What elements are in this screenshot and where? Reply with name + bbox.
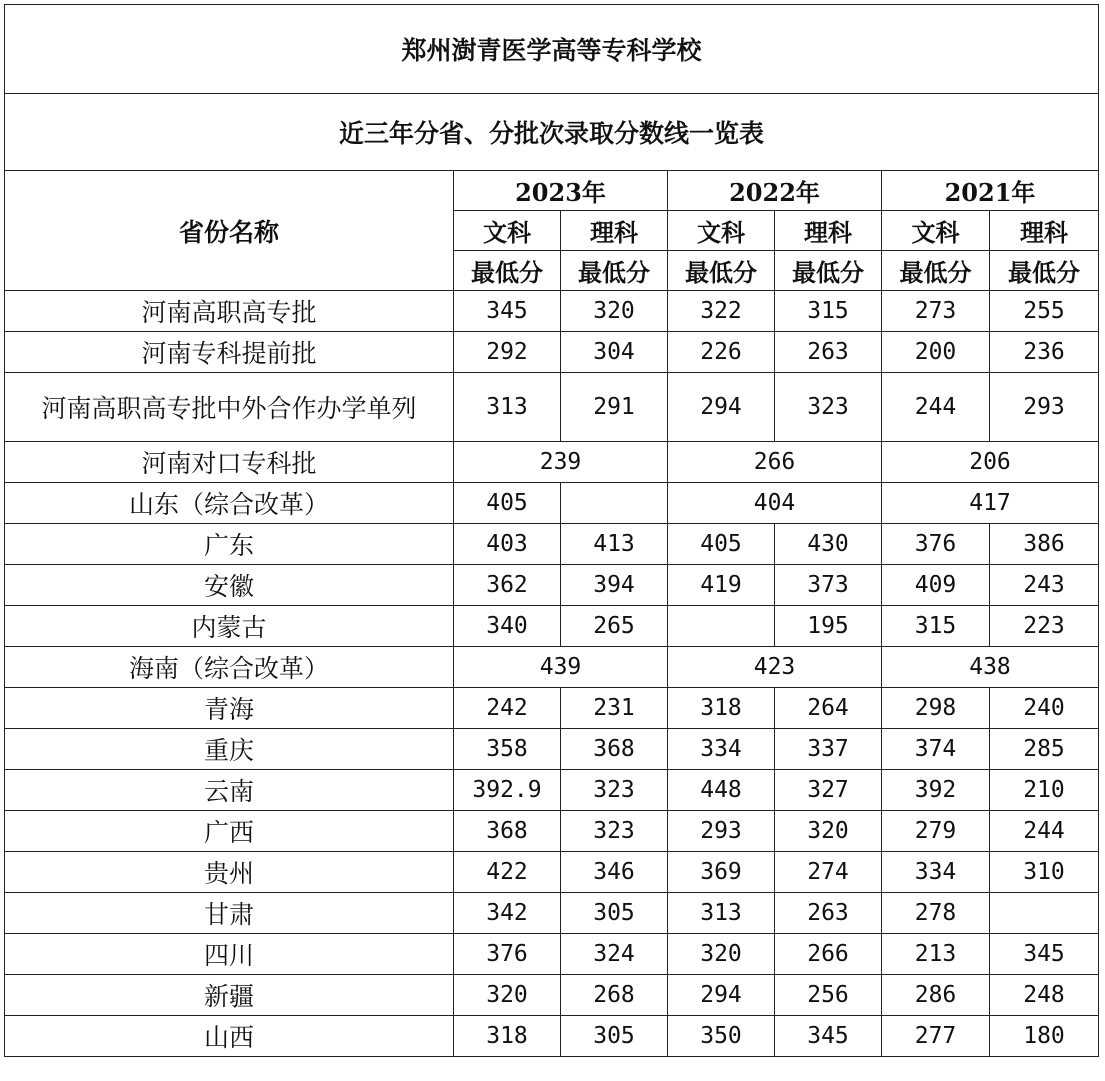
score-cell: 323 [561,770,668,811]
score-cell: 413 [561,524,668,565]
table-row [5,975,1099,1016]
score-cell: 320 [668,934,775,975]
score-cell: 305 [561,1016,668,1057]
score-cell: 274 [775,852,882,893]
score-cell: 345 [775,1016,882,1057]
score-cell: 310 [990,852,1099,893]
table-row [5,524,1099,565]
score-cell: 305 [561,893,668,934]
score-cell: 315 [775,291,882,332]
province-name: 广西 [5,811,454,852]
score-cell: 213 [882,934,990,975]
province-name: 安徽 [5,565,454,606]
score-cell: 318 [668,688,775,729]
score-cell [668,606,775,647]
merged-score-cell: 417 [882,483,1099,524]
score-cell: 362 [454,565,561,606]
score-cell: 345 [990,934,1099,975]
merged-score-cell: 206 [882,442,1099,483]
score-cell [990,893,1099,934]
score-cell: 386 [990,524,1099,565]
province-name: 重庆 [5,729,454,770]
score-cell: 419 [668,565,775,606]
score-cell: 334 [668,729,775,770]
merged-score-cell: 423 [668,647,882,688]
province-name: 海南（综合改革） [5,647,454,688]
score-cell: 279 [882,811,990,852]
table-row [5,606,1099,647]
table-subtitle: 近三年分省、分批次录取分数线一览表 [5,94,1099,171]
score-cell: 320 [561,291,668,332]
score-cell: 244 [990,811,1099,852]
province-name: 山西 [5,1016,454,1057]
province-name: 四川 [5,934,454,975]
score-cell: 264 [775,688,882,729]
merged-score-cell: 438 [882,647,1099,688]
province-name: 甘肃 [5,893,454,934]
score-cell: 278 [882,893,990,934]
province-header: 省份名称 [5,171,454,291]
score-cell: 292 [454,332,561,373]
score-cell: 294 [668,373,775,442]
wen-header: 文科 [454,211,561,251]
table-row [5,811,1099,852]
table-row [5,565,1099,606]
score-cell: 368 [454,811,561,852]
table-title: 郑州澍青医学高等专科学校 [5,5,1099,94]
province-name: 云南 [5,770,454,811]
score-cell: 223 [990,606,1099,647]
score-cell: 286 [882,975,990,1016]
wen-header: 文科 [882,211,990,251]
min-score-header: 最低分 [561,251,668,291]
score-cell: 320 [775,811,882,852]
min-score-header: 最低分 [990,251,1099,291]
min-score-header: 最低分 [882,251,990,291]
wen-header: 文科 [668,211,775,251]
score-cell: 277 [882,1016,990,1057]
merged-score-cell: 266 [668,442,882,483]
score-cell: 195 [775,606,882,647]
score-cell: 315 [882,606,990,647]
li-header: 理科 [990,211,1099,251]
score-cell: 243 [990,565,1099,606]
table-row [5,1016,1099,1057]
score-cell: 324 [561,934,668,975]
score-cell: 394 [561,565,668,606]
score-cell: 334 [882,852,990,893]
li-header: 理科 [561,211,668,251]
score-cell: 340 [454,606,561,647]
table-row [5,291,1099,332]
merged-score-cell: 404 [668,483,882,524]
score-cell: 346 [561,852,668,893]
table-row [5,332,1099,373]
score-cell: 374 [882,729,990,770]
score-cell: 240 [990,688,1099,729]
score-cell: 313 [668,893,775,934]
score-cell: 313 [454,373,561,442]
score-cell [561,483,668,524]
province-name: 河南高职高专批中外合作办学单列 [5,373,454,442]
score-cell: 430 [775,524,882,565]
table-row [5,770,1099,811]
score-cell: 405 [668,524,775,565]
year-header-2023: 2023年 [454,171,668,211]
year-header-2021: 2021年 [882,171,1099,211]
score-cell: 231 [561,688,668,729]
score-cell: 392 [882,770,990,811]
score-cell: 337 [775,729,882,770]
table-row [5,688,1099,729]
min-score-header: 最低分 [775,251,882,291]
score-cell: 358 [454,729,561,770]
score-cell: 255 [990,291,1099,332]
table-row [5,483,1099,524]
score-table [4,4,1099,1057]
score-cell: 244 [882,373,990,442]
province-name: 贵州 [5,852,454,893]
score-cell: 226 [668,332,775,373]
score-cell: 291 [561,373,668,442]
score-cell: 273 [882,291,990,332]
score-cell: 263 [775,893,882,934]
province-name: 青海 [5,688,454,729]
merged-score-cell: 439 [454,647,668,688]
score-cell: 285 [990,729,1099,770]
score-cell: 376 [454,934,561,975]
score-cell: 345 [454,291,561,332]
score-cell: 268 [561,975,668,1016]
score-cell: 322 [668,291,775,332]
table-row [5,934,1099,975]
score-cell: 200 [882,332,990,373]
score-cell: 304 [561,332,668,373]
province-name: 广东 [5,524,454,565]
table-row [5,852,1099,893]
min-score-header: 最低分 [668,251,775,291]
score-cell: 180 [990,1016,1099,1057]
li-header: 理科 [775,211,882,251]
score-cell: 265 [561,606,668,647]
score-cell: 293 [668,811,775,852]
score-cell: 256 [775,975,882,1016]
score-cell: 248 [990,975,1099,1016]
score-cell: 242 [454,688,561,729]
table-row [5,647,1099,688]
score-cell: 320 [454,975,561,1016]
score-cell: 448 [668,770,775,811]
province-name: 河南高职高专批 [5,291,454,332]
score-cell: 369 [668,852,775,893]
table-row [5,373,1099,442]
score-cell: 342 [454,893,561,934]
score-cell: 350 [668,1016,775,1057]
table-row [5,893,1099,934]
year-header-2022: 2022年 [668,171,882,211]
score-cell: 392.9 [454,770,561,811]
min-score-header: 最低分 [454,251,561,291]
score-cell: 368 [561,729,668,770]
score-cell: 376 [882,524,990,565]
score-cell: 298 [882,688,990,729]
province-name: 内蒙古 [5,606,454,647]
score-cell: 263 [775,332,882,373]
table-row [5,729,1099,770]
score-cell: 294 [668,975,775,1016]
score-cell: 293 [990,373,1099,442]
table-row [5,442,1099,483]
province-name: 新疆 [5,975,454,1016]
province-name: 山东（综合改革） [5,483,454,524]
score-cell: 323 [561,811,668,852]
score-cell: 236 [990,332,1099,373]
score-cell: 403 [454,524,561,565]
score-cell: 210 [990,770,1099,811]
score-cell: 327 [775,770,882,811]
province-name: 河南对口专科批 [5,442,454,483]
score-cell: 323 [775,373,882,442]
score-cell: 422 [454,852,561,893]
score-cell: 405 [454,483,561,524]
merged-score-cell: 239 [454,442,668,483]
province-name: 河南专科提前批 [5,332,454,373]
score-cell: 266 [775,934,882,975]
score-cell: 318 [454,1016,561,1057]
score-cell: 373 [775,565,882,606]
score-cell: 409 [882,565,990,606]
